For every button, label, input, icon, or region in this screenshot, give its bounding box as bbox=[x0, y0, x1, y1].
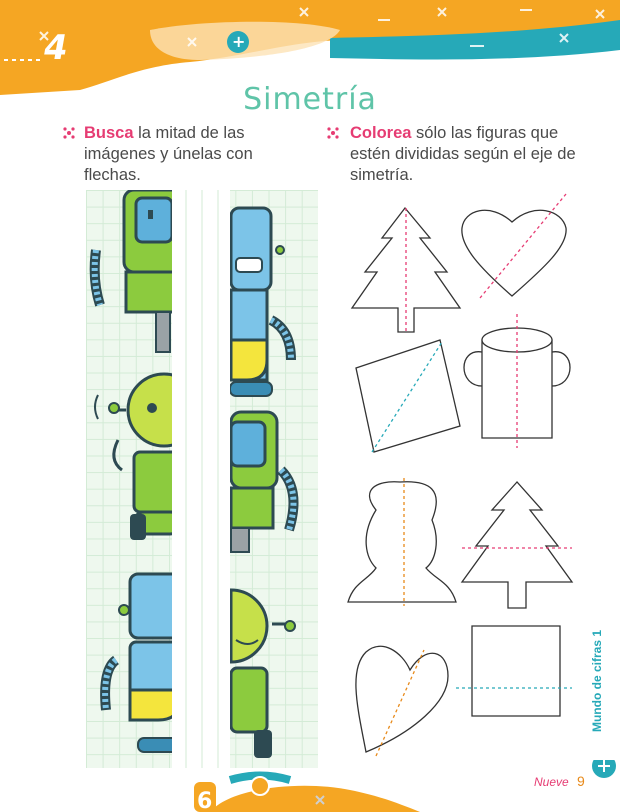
side-label-text: Mundo de cifras 1 bbox=[590, 629, 604, 733]
robot-half-green-right[interactable] bbox=[231, 412, 294, 552]
unit-number: 4 bbox=[40, 28, 72, 68]
instruction-keyword: Busca bbox=[84, 124, 134, 142]
instruction-keyword: Colorea bbox=[350, 124, 412, 142]
svg-text:+: + bbox=[232, 32, 246, 51]
footer-banner bbox=[0, 760, 620, 812]
shape-square-1[interactable] bbox=[356, 340, 460, 452]
shape-mug[interactable] bbox=[464, 314, 570, 448]
shape-square-2[interactable] bbox=[456, 626, 572, 716]
robot-half-blue-lower[interactable] bbox=[105, 574, 180, 752]
side-book-label bbox=[586, 610, 608, 760]
shape-pine-tree-1[interactable] bbox=[352, 208, 460, 332]
shape-heart-2[interactable] bbox=[356, 646, 448, 756]
page-title: Simetría bbox=[243, 82, 377, 117]
page-number-word: Nueve bbox=[534, 775, 569, 789]
robot-half-green-round-right[interactable] bbox=[231, 590, 295, 758]
robot-half-blue-right[interactable] bbox=[230, 208, 291, 396]
symmetry-shapes bbox=[340, 190, 580, 770]
flower-bullet-icon bbox=[326, 126, 340, 140]
shape-heart-1[interactable] bbox=[462, 194, 566, 298]
page-number: 9 bbox=[577, 773, 585, 789]
shape-head[interactable] bbox=[348, 478, 456, 606]
instruction-text: la mitad de las imágenes y únelas con flechas. bbox=[84, 124, 253, 184]
flower-bullet-icon bbox=[62, 126, 76, 140]
center-strip-grid bbox=[172, 190, 230, 768]
robot-half-green-top[interactable] bbox=[95, 190, 184, 352]
header-banner bbox=[0, 0, 620, 95]
shape-pine-tree-2[interactable] bbox=[462, 482, 572, 608]
instruction-left bbox=[84, 123, 284, 186]
instruction-text: sólo las figuras que estén divididas según el eje de simetría. bbox=[350, 124, 576, 184]
instruction-right bbox=[350, 123, 580, 186]
bottom-badge-number: 6 bbox=[197, 789, 213, 812]
